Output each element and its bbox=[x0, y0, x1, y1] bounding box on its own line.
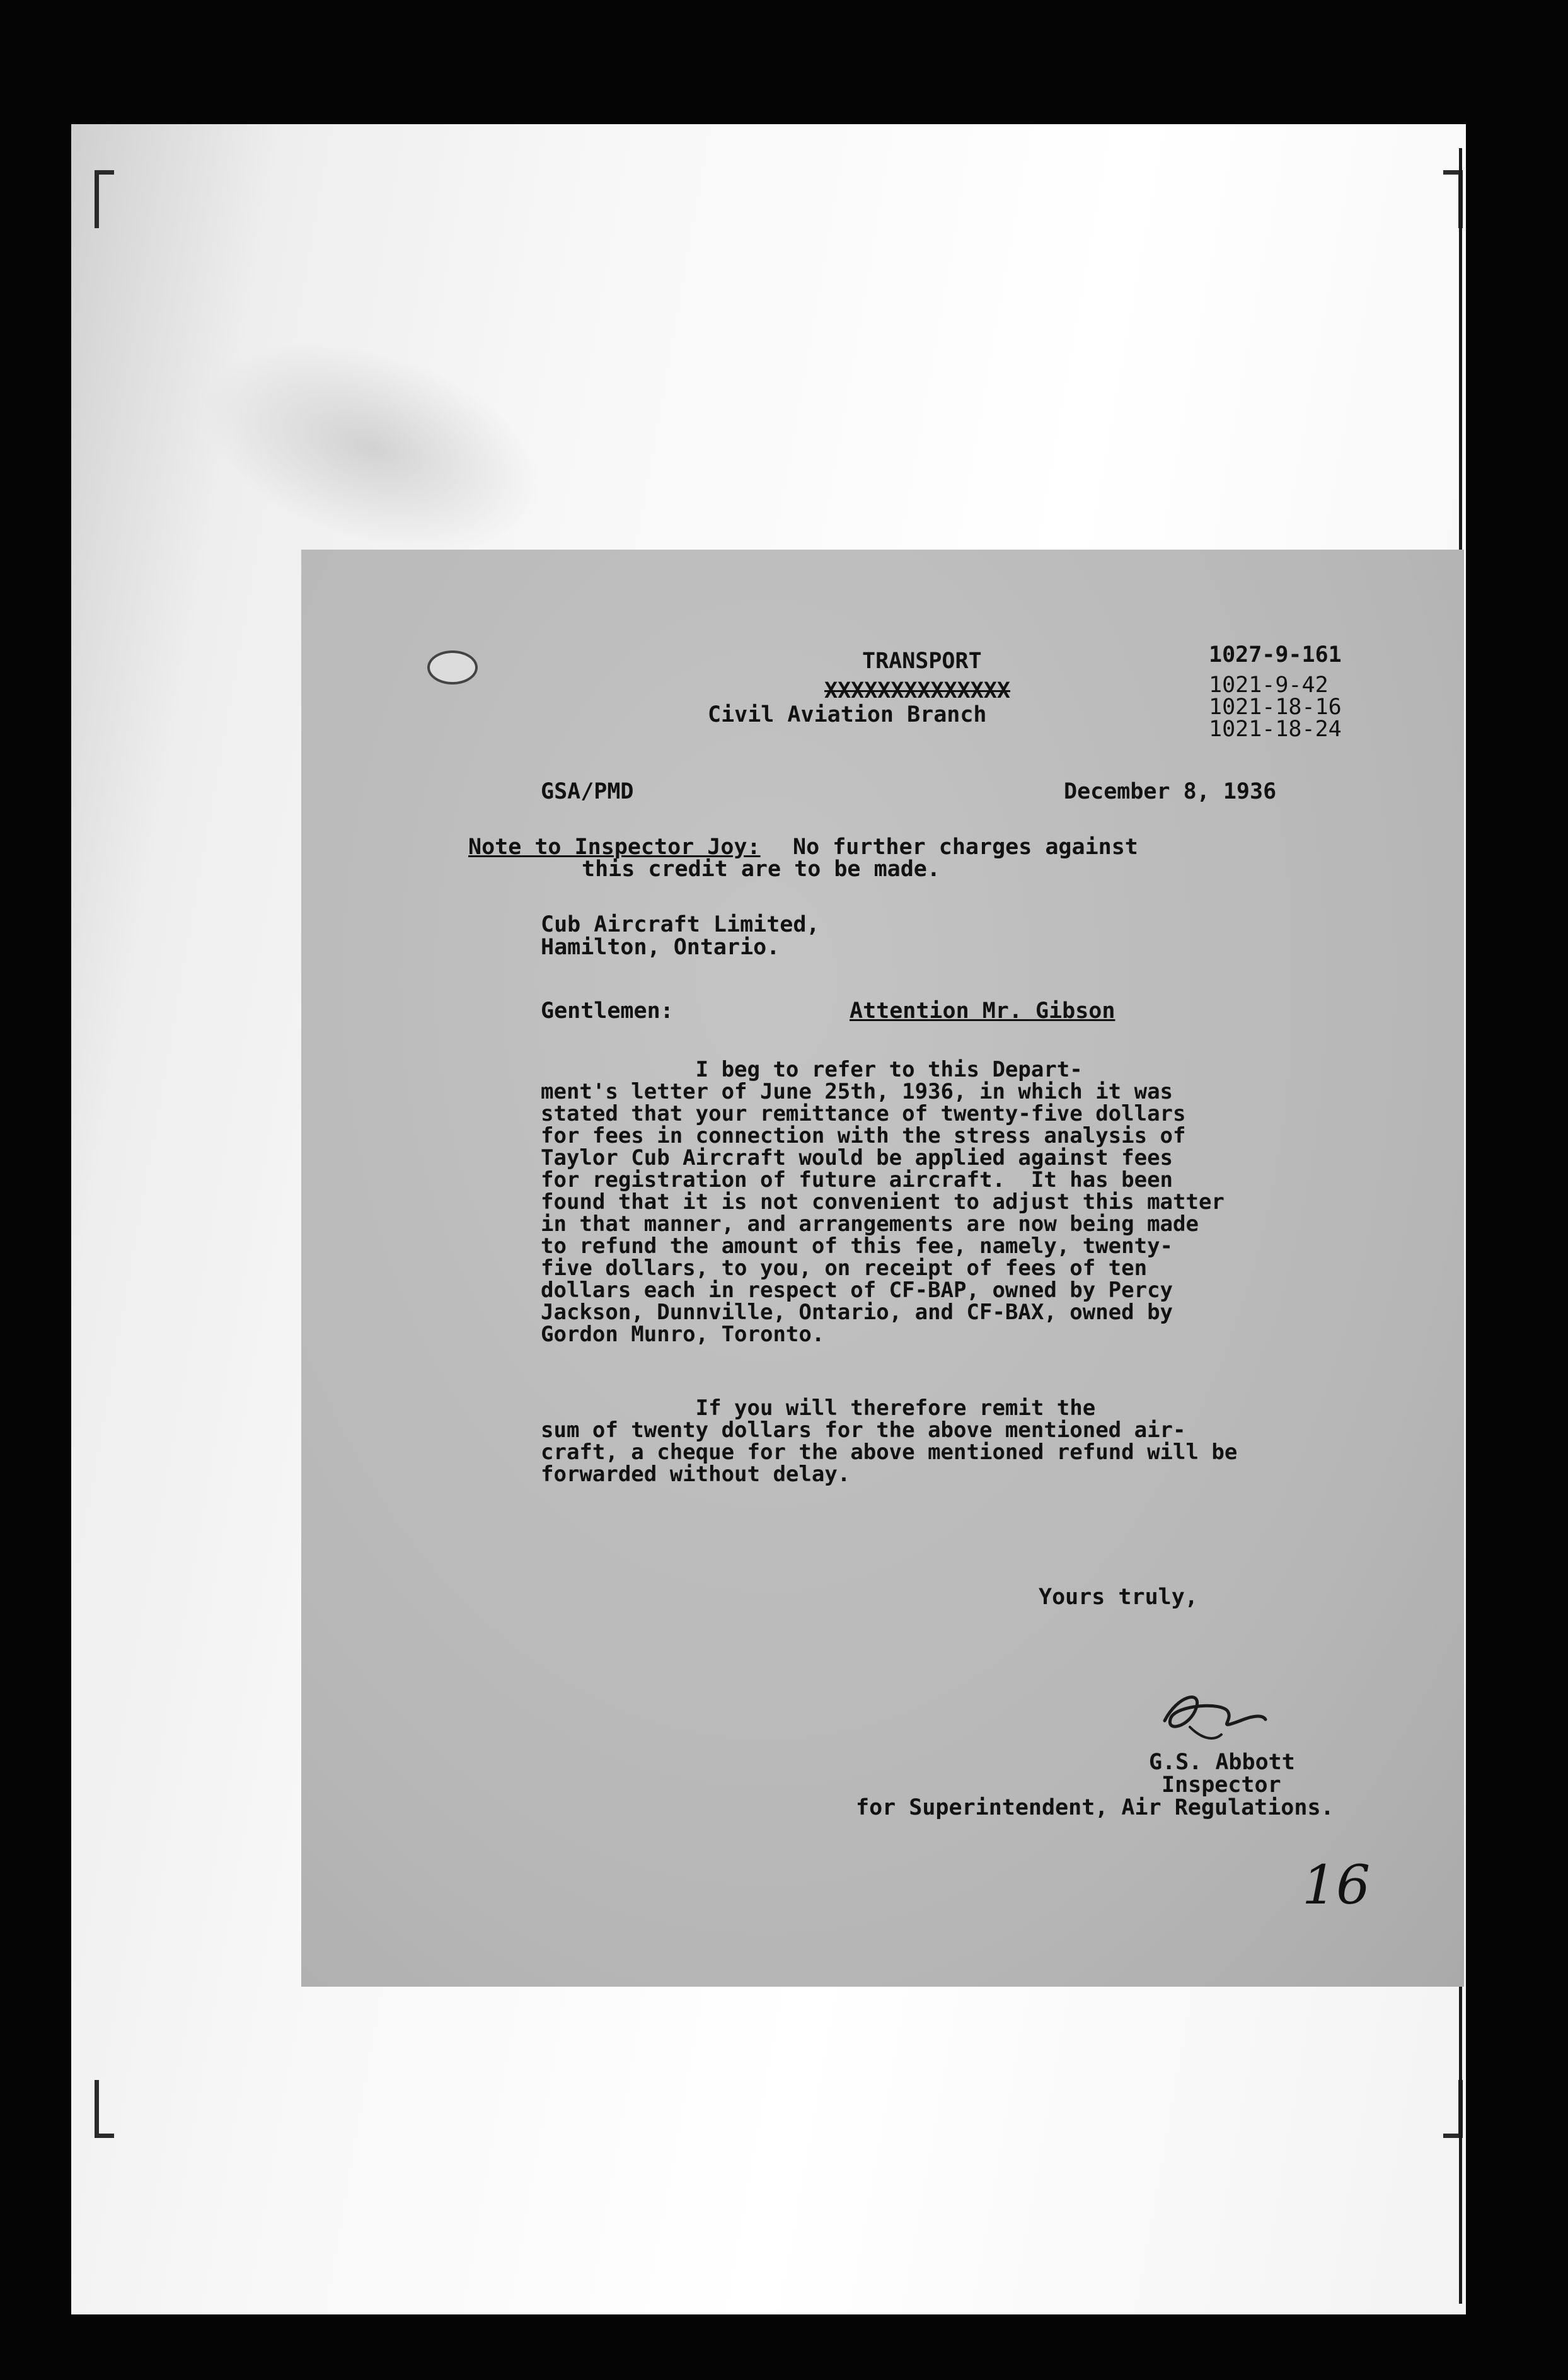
complimentary-close: Yours truly, bbox=[1039, 1585, 1198, 1610]
file-number: 1021-18-16 bbox=[1209, 695, 1342, 720]
letterhead-department: TRANSPORT bbox=[862, 649, 982, 674]
file-number: 1027-9-161 bbox=[1209, 642, 1342, 667]
note-text: No further charges against bbox=[793, 835, 1138, 860]
signatory-title: Inspector bbox=[1162, 1772, 1281, 1798]
letter-date: December 8, 1936 bbox=[1064, 779, 1277, 804]
body-line: for fees in connection with the stress analysis of bbox=[541, 1123, 1186, 1148]
attention-line: Attention Mr. Gibson bbox=[850, 998, 1115, 1024]
signatory-name: G.S. Abbott bbox=[1149, 1750, 1295, 1775]
body-line: five dollars, to you, on receipt of fees of ten bbox=[541, 1256, 1148, 1281]
body-line: craft, a cheque for the above mentioned refund will be bbox=[541, 1440, 1238, 1465]
body-line: Taylor Cub Aircraft would be applied against fees bbox=[541, 1145, 1173, 1170]
body-line: for registration of future aircraft. It has been bbox=[541, 1167, 1173, 1193]
letter-page bbox=[301, 550, 1464, 1987]
salutation: Gentlemen: bbox=[541, 998, 674, 1024]
body-line: in that manner, and arrangements are now being made bbox=[541, 1211, 1199, 1237]
handwritten-page-number: 16 bbox=[1302, 1854, 1371, 1917]
letterhead-branch: Civil Aviation Branch bbox=[708, 702, 987, 727]
crop-mark-top-left bbox=[95, 170, 114, 228]
body-line: forwarded without delay. bbox=[541, 1462, 851, 1487]
file-number: 1021-9-42 bbox=[1209, 673, 1329, 698]
body-line: to refund the amount of this fee, namely, twenty- bbox=[541, 1233, 1173, 1259]
body-line: If you will therefore remit the bbox=[541, 1395, 1096, 1421]
letterhead-struck-line: XXXXXXXXXXXXXX bbox=[824, 678, 1011, 703]
body-line: ment's letter of June 25th, 1936, in which it was bbox=[541, 1079, 1173, 1104]
body-line: sum of twenty dollars for the above mentioned air- bbox=[541, 1418, 1186, 1443]
recipient-city: Hamilton, Ontario. bbox=[541, 935, 780, 960]
body-line: dollars each in respect of CF-BAP, owned by Percy bbox=[541, 1278, 1173, 1303]
note-label: Note to Inspector Joy: bbox=[468, 835, 761, 860]
handwritten-signature bbox=[1152, 1683, 1272, 1752]
signatory-for-line: for Superintendent, Air Regulations. bbox=[856, 1795, 1334, 1820]
body-line: Gordon Munro, Toronto. bbox=[541, 1322, 825, 1347]
body-line: found that it is not convenient to adjust this matter bbox=[541, 1189, 1225, 1215]
note-text: this credit are to be made. bbox=[582, 857, 940, 882]
body-line: stated that your remittance of twenty-five dollars bbox=[541, 1101, 1186, 1126]
file-number: 1021-18-24 bbox=[1209, 717, 1342, 742]
reference-initials: GSA/PMD bbox=[541, 779, 634, 804]
crop-mark-bottom-left bbox=[95, 2080, 114, 2138]
recipient-name: Cub Aircraft Limited, bbox=[541, 912, 820, 937]
body-line: I beg to refer to this Depart- bbox=[541, 1057, 1083, 1082]
punch-hole bbox=[427, 650, 478, 685]
body-line: Jackson, Dunnville, Ontario, and CF-BAX, owned by bbox=[541, 1300, 1173, 1325]
